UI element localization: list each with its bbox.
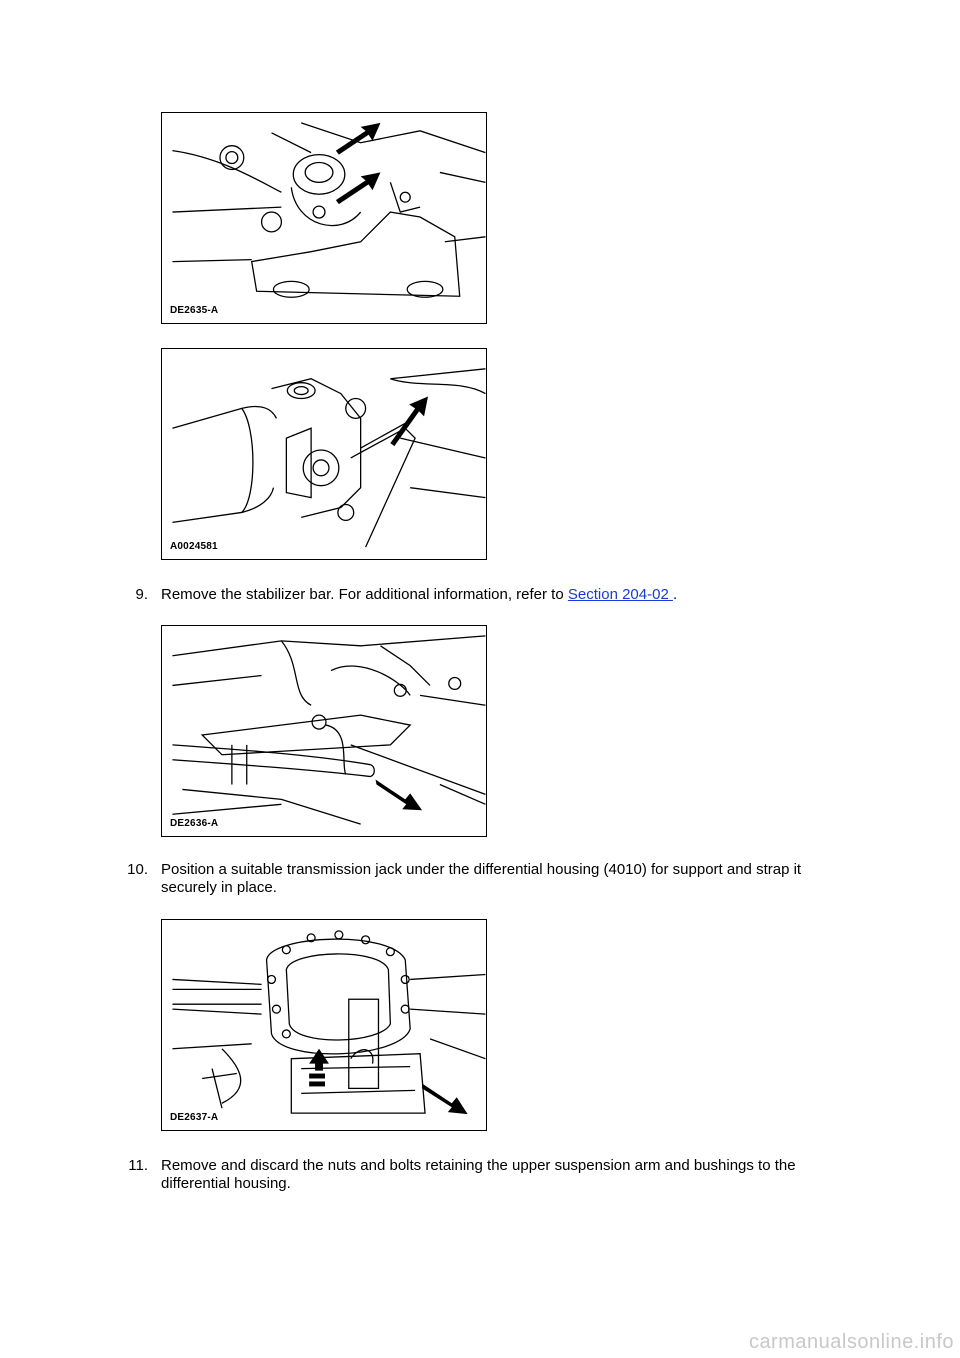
step-number: 11. — [128, 1157, 148, 1174]
step-number: 10. — [127, 861, 148, 878]
step-text-before: Remove the stabilizer bar. For additional information, refer to — [161, 586, 568, 603]
figure-label: DE2637-A — [170, 1112, 219, 1123]
stabilizer-bar-illustration — [162, 626, 486, 836]
driveshaft-flange-illustration — [162, 113, 486, 323]
step-text: Position a suitable transmission jack under the differential housing (4010) for support and strap it securely in place. — [161, 861, 802, 896]
transmission-jack-illustration — [162, 920, 486, 1130]
step-text — [161, 586, 851, 604]
step-11 — [112, 1157, 852, 1197]
section-204-02-link[interactable]: Section 204-02 — [567, 586, 673, 603]
figure-de2635-a — [161, 112, 487, 324]
figure-de2637-a — [161, 919, 487, 1131]
watermark: carmanualsonline.info — [748, 1331, 954, 1353]
figure-label: DE2636-A — [170, 818, 219, 829]
figure-de2636-a — [161, 625, 487, 837]
figure-label: A0024581 — [170, 541, 218, 552]
figure-a0024581 — [161, 348, 487, 560]
u-joint-wrench-illustration — [162, 349, 486, 559]
step-10 — [112, 861, 852, 901]
step-text-after: . — [672, 586, 678, 603]
step-text: Remove and discard the nuts and bolts retaining the upper suspension arm and bushings to the differential housing. — [161, 1157, 796, 1192]
figure-label: DE2635-A — [170, 305, 219, 316]
step-number: 9. — [135, 586, 148, 603]
